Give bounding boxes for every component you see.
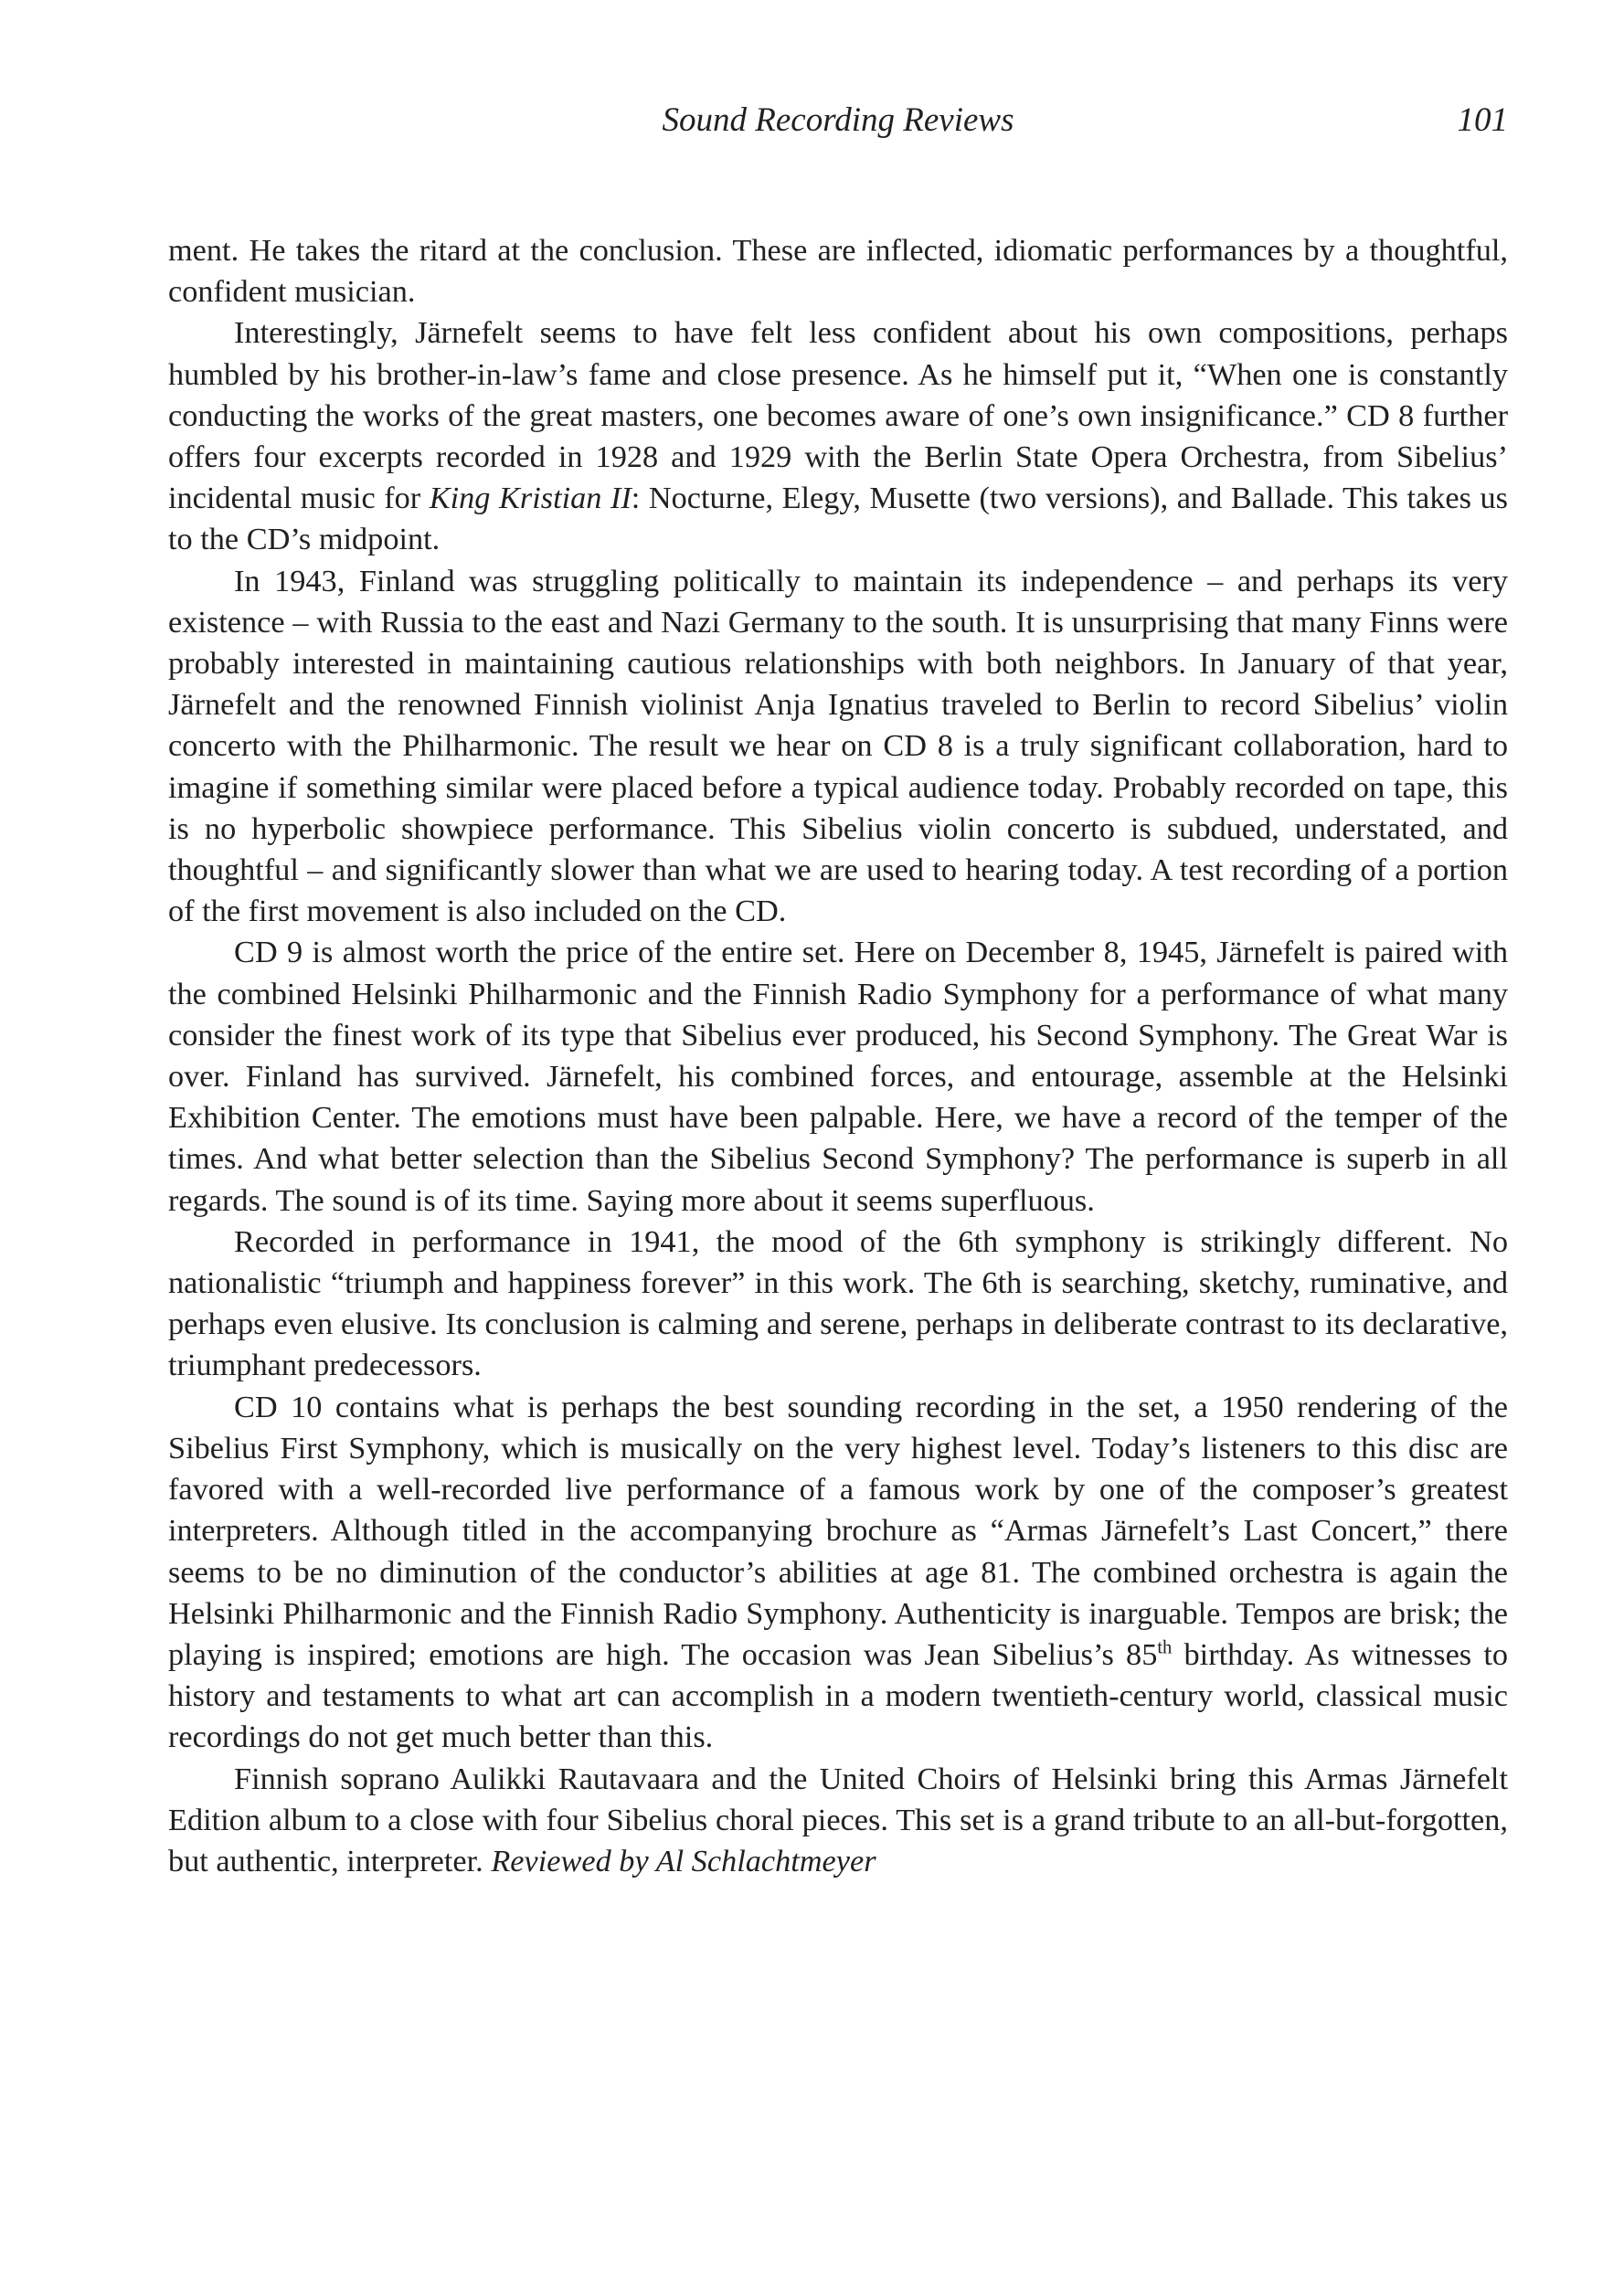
paragraph-text: ment. He takes the ritard at the conclusion. These are inflected, idiomatic performances by a thoughtful, confident musician.	[168, 233, 1508, 310]
paragraph-first-symphony	[168, 1387, 1508, 1759]
page-number: 101	[1457, 101, 1508, 139]
paragraph-second-symphony	[168, 932, 1508, 1221]
paragraph-text: Interestingly, Järnefelt seems to have felt less confident about his own compositions, perhaps humbled by his brother-in-law’s fame and close presence. As he himself put it, “When one is constantly conducting the works of the great masters, one becomes aware of one’s own insignificance.” CD 8 further offers four excerpts recorded in 1928 and 1929 with the Berlin State Opera Orchestra, from Sibelius’ incidental music for	[168, 315, 1508, 516]
work-title: King Kristian II	[429, 481, 632, 516]
paragraph-choral-pieces	[168, 1759, 1508, 1883]
paragraph-compositions	[168, 312, 1508, 560]
paragraph-text: Recorded in performance in 1941, the mood of the 6th symphony is strikingly different. No nationalistic “triumph and happiness forever” in this work. The 6th is searching, sketchy, ruminative, and perhaps even elusive. Its conclusion is calming and serene, perhaps in deliberate contrast to its declarative, triumphant predecessors.	[168, 1223, 1508, 1383]
paragraph-text: CD 10 contains what is perhaps the best sounding recording in the set, a 1950 rendering of the Sibelius First Symphony, which is musically on the very highest level. Today’s listeners to this disc are favored with a well-recorded live performance of a famous work by one of the composer’s greatest interpreters. Although titled in the accompanying brochure as “Armas Järnefelt’s Last Concert,” there seems to be no diminution of the conductor’s abilities at age 81. The combined orchestra is again the Helsinki Philharmonic and the Finnish Radio Symphony. Authenticity is inarguable. Tempos are brisk; the playing is inspired; emotions are high. The occasion was Jean Sibelius’s 85	[168, 1389, 1508, 1672]
review-body	[168, 230, 1508, 1882]
paragraph-violin-concerto	[168, 561, 1508, 933]
paragraph-text: CD 9 is almost worth the price of the entire set. Here on December 8, 1945, Järnefelt is paired with the combined Helsinki Philharmonic and the Finnish Radio Symphony for a performance of what many consider the finest work of its type that Sibelius ever produced, his Second Symphony. The Great War is over. Finland has survived. Järnefelt, his combined forces, and entourage, assemble at the Helsinki Exhibition Center. The emotions must have been palpable. Here, we have a record of the temper of the times. And what better selection than the Sibelius Second Symphony? The performance is superb in all regards. The sound is of its time. Saying more about it seems superfluous.	[168, 935, 1508, 1218]
reviewer-byline: Reviewed by Al Schlachtmeyer	[491, 1843, 876, 1878]
paragraph-text: : Nocturne, Elegy, Musette (two versions), and Ballade. This takes us to the CD’s midpoint.	[168, 481, 1508, 557]
paragraph-continued	[168, 230, 1508, 312]
running-head-title: Sound Recording Reviews	[662, 101, 1014, 139]
paragraph-text: In 1943, Finland was struggling politically to maintain its independence – and perhaps its very existence – with Russia to the east and Nazi Germany to the south. It is unsurprising that many Finns were probably interested in maintaining cautious relationships with both neighbors. In January of that year, Järnefelt and the renowned Finnish violinist Anja Ignatius traveled to Berlin to record Sibelius’ violin concerto with the Philharmonic. The result we hear on CD 8 is a truly significant collaboration, hard to imagine if something similar were placed before a typical audience today. Probably recorded on tape, this is no hyperbolic showpiece performance. This Sibelius violin concerto is subdued, understated, and thoughtful – and significantly slower than what we are used to hearing today. A test recording of a portion of the first movement is also included on the CD.	[168, 563, 1508, 929]
paragraph-text: Finnish soprano Aulikki Rautavaara and the United Choirs of Helsinki bring this Armas Järnefelt Edition album to a close with four Sibelius choral pieces. This set is a grand tribute to an all-but-forgotten, but authentic, interpreter.	[168, 1761, 1508, 1878]
document-page	[168, 0, 1508, 2296]
running-header	[168, 95, 1508, 146]
paragraph-sixth-symphony	[168, 1222, 1508, 1387]
paragraph-text: birthday. As witnesses to history and testaments to what art can accomplish in a modern twentieth-century world, classical music recordings do not get much better than this.	[168, 1636, 1508, 1755]
ordinal-superscript: th	[1157, 1637, 1173, 1658]
